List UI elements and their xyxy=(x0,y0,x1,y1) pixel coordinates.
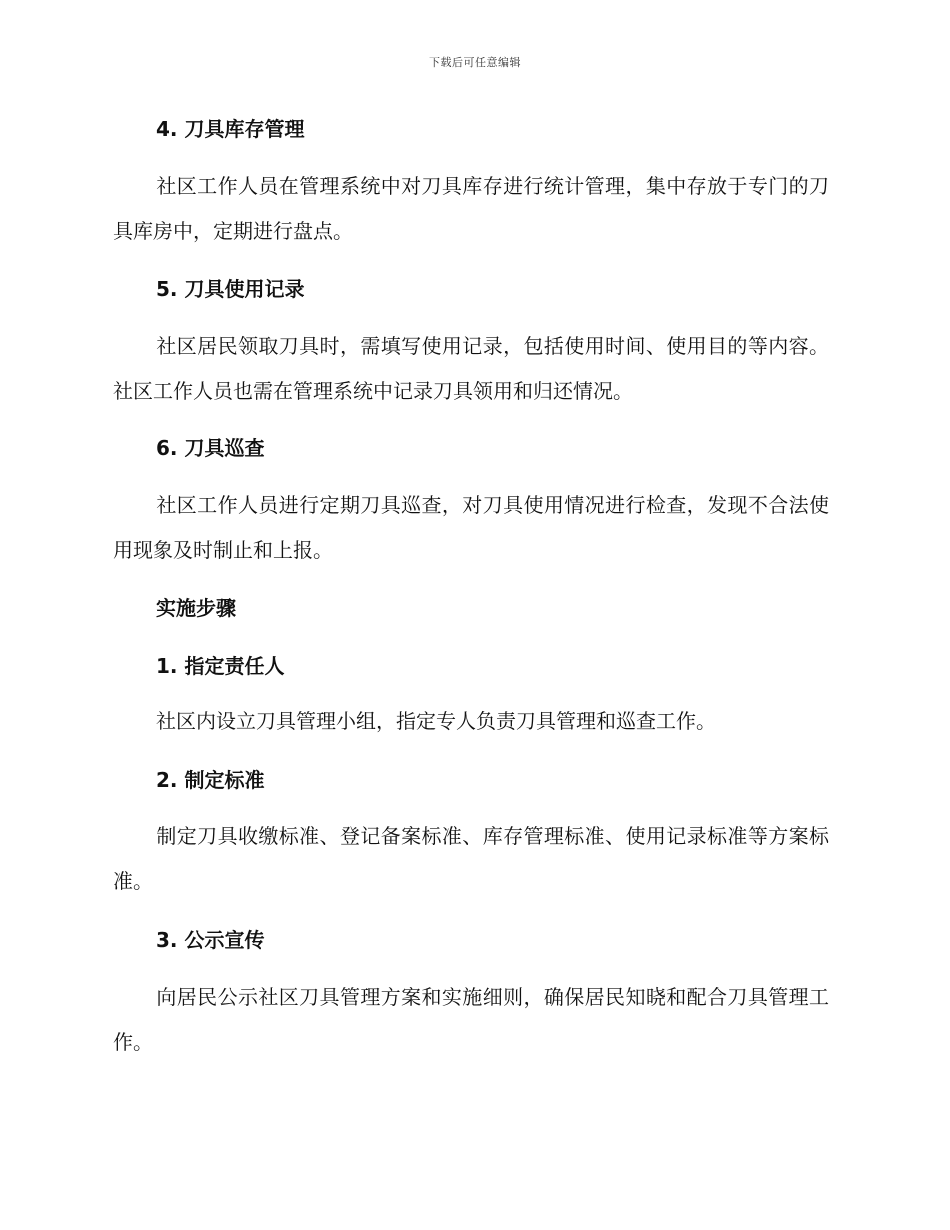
paragraph-text: 社区工作人员在管理系统中对刀具库存进行统计管理，集中存放于专门的刀具库房中，定期进行盘点。 xyxy=(113,174,829,243)
section-paragraph xyxy=(113,324,829,414)
step-heading: 1. 指定责任人 xyxy=(156,654,285,678)
section-paragraph xyxy=(113,164,829,254)
steps-title: 实施步骤 xyxy=(156,596,236,620)
paragraph-text: 社区工作人员进行定期刀具巡查，对刀具使用情况进行检查，发现不合法使用现象及时制止和上报。 xyxy=(113,493,829,562)
paragraph-text: 制定刀具收缴标准、登记备案标准、库存管理标准、使用记录标准等方案标准。 xyxy=(113,824,829,893)
section-heading: 5. 刀具使用记录 xyxy=(156,277,305,301)
step-heading: 3. 公示宣传 xyxy=(156,928,265,952)
section-heading: 4. 刀具库存管理 xyxy=(156,117,305,141)
step-paragraph xyxy=(113,975,829,1065)
step-heading: 2. 制定标准 xyxy=(156,768,265,792)
paragraph-text: 社区居民领取刀具时，需填写使用记录，包括使用时间、使用目的等内容。社区工作人员也需在管理系统中记录刀具领用和归还情况。 xyxy=(113,334,829,403)
step-paragraph xyxy=(113,699,829,744)
section-heading: 6. 刀具巡查 xyxy=(156,436,265,460)
paragraph-text: 社区内设立刀具管理小组，指定专人负责刀具管理和巡查工作。 xyxy=(156,709,716,733)
paragraph-text: 向居民公示社区刀具管理方案和实施细则，确保居民知晓和配合刀具管理工作。 xyxy=(113,985,829,1054)
step-paragraph xyxy=(113,814,829,904)
section-paragraph xyxy=(113,483,829,573)
page-header: 下载后可任意编辑 xyxy=(429,56,521,69)
